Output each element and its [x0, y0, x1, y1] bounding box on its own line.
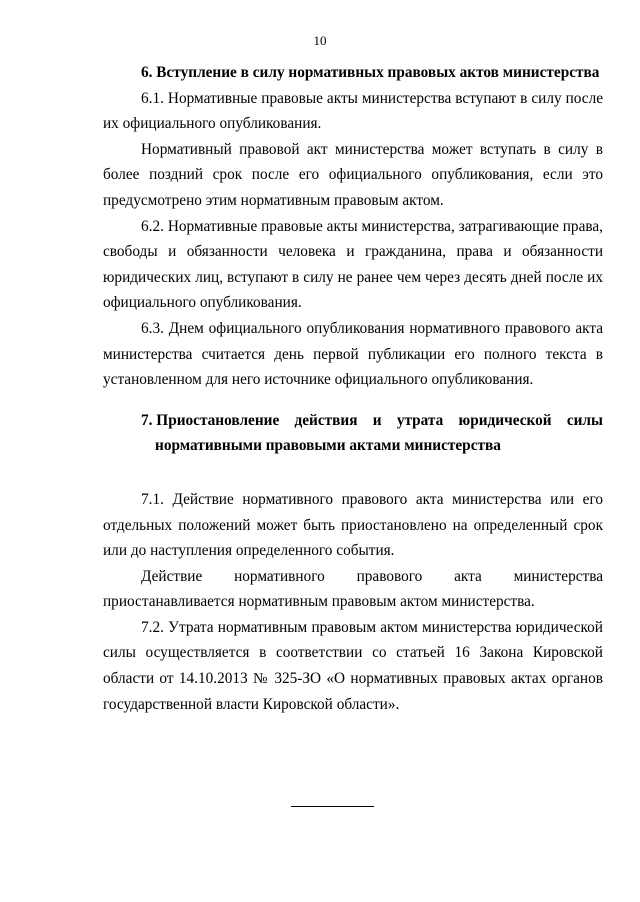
- paragraph-7-1-b-line1: [103, 564, 603, 590]
- section-7-heading: [103, 408, 603, 459]
- heading-word: действия: [294, 411, 358, 429]
- paragraph-6-1: 6.1. Нормативные правовые акты министерства вступают в силу после их официального опубликования.: [103, 89, 603, 133]
- paragraph-7-2: 7.2. Утрата нормативным правовым актом министерства юридической силы осуществляется в соответствии со статьей 16 Закона Кировской области от 14.10.2013 № 325-ЗО «О нормативных правовых актах органов государственной власти Кировской области».: [103, 618, 603, 713]
- section-7-heading-line2: нормативными правовыми актами министерства: [155, 437, 501, 455]
- para-word: Действие: [141, 567, 203, 585]
- spacer: [103, 459, 603, 487]
- section-6-heading: 6. Вступление в силу нормативных правовых актов министерства: [141, 64, 600, 81]
- paragraph-6-3: 6.3. Днем официального опубликования нормативного правового акта министерства считается день первой публикации его полного текста в установленном для него источнике официального опубликования.: [103, 319, 603, 389]
- page-number: 10: [313, 33, 327, 48]
- paragraph-7-1-b-line2: приостанавливается нормативным правовым актом министерства.: [103, 593, 535, 611]
- para-word: министерства: [513, 567, 603, 585]
- section-7-heading-line1: [103, 408, 603, 434]
- heading-word: юридической: [458, 411, 552, 429]
- heading-word: силы: [566, 411, 603, 429]
- paragraph-6-1-b: Нормативный правовой акт министерства может вступать в силу в более поздний срок после его официального опубликования, если это предусмотрено этим нормативным правовым актом.: [103, 140, 603, 209]
- para-word: нормативного: [234, 567, 325, 585]
- para-word: правового: [356, 567, 423, 585]
- heading-word: и: [372, 411, 382, 429]
- heading-word: 7. Приостановление: [141, 411, 280, 429]
- para-word: акта: [454, 567, 482, 585]
- end-rule: [291, 806, 374, 807]
- paragraph-7-1: 7.1. Действие нормативного правового акта министерства или его отдельных положений может быть приостановлено на определенный срок или до наступления определенного события.: [103, 490, 603, 560]
- paragraph-6-2: 6.2. Нормативные правовые акты министерства, затрагивающие права, свободы и обязанности человека и гражданина, права и обязанности юридических лиц, вступают в силу не ранее чем через десять дней после их официального опубликования.: [103, 217, 603, 312]
- document-body: [103, 60, 603, 717]
- heading-word: утрата: [396, 411, 444, 429]
